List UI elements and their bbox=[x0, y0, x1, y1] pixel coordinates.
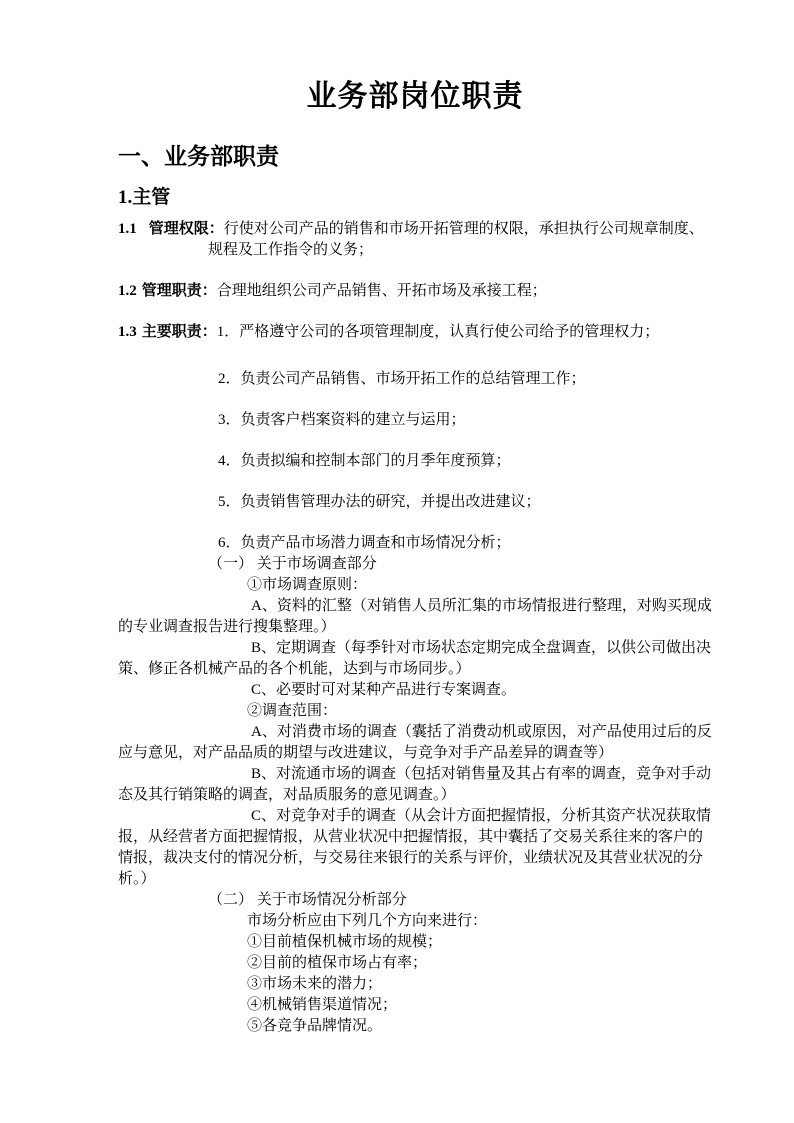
clause-1-3 bbox=[118, 322, 712, 343]
analysis-point-3: ③市场未来的潜力； bbox=[247, 976, 383, 992]
survey-section-heading: （一） 关于市场调查部分 bbox=[208, 556, 377, 572]
analysis-point-5: ⑤各竞争品牌情况。 bbox=[247, 1018, 383, 1034]
clause-1-2-text: 合理地组织公司产品销售、开拓市场及承接工程； bbox=[216, 283, 547, 299]
principle-item-a: A、资料的汇整（对销售人员所汇集的市场情报进行整理，对购买现成的专业调查报告进行搜集整理。） bbox=[118, 598, 712, 635]
duty-item-2: 2．负责公司产品销售、市场开拓工作的总结管理工作； bbox=[218, 371, 586, 387]
subsection-heading: 1.主管 bbox=[118, 187, 171, 208]
duty-item-3: 3．负责客户档案资料的建立与运用； bbox=[218, 412, 466, 428]
clause-1-1-number: 1.1 bbox=[118, 221, 137, 237]
clause-1-3-text: 1．严格遵守公司的各项管理制度，认真行使公司给予的管理权力； bbox=[216, 324, 660, 340]
survey-scope-heading: ②调查范围： bbox=[247, 703, 338, 719]
principle-item-c: C、必要时可对某种产品进行专案调查。 bbox=[251, 682, 517, 698]
scope-item-a: A、对消费市场的调查（囊括了消费动机或原因，对产品使用过后的反应与意见，对产品品质的期望与改进建议，与竞争对手产品差异的调查等） bbox=[118, 724, 712, 761]
duty-item-4: 4．负责拟编和控制本部门的月季年度预算； bbox=[218, 453, 511, 469]
analysis-point-1: ①目前植保机械市场的规模； bbox=[247, 934, 443, 950]
clause-1-2 bbox=[118, 281, 712, 302]
duty-item-5: 5．负责销售管理办法的研究，并提出改进建议； bbox=[218, 494, 541, 510]
clause-1-1-label: 管理权限： bbox=[148, 221, 224, 237]
duty-item-6: 6．负责产品市场潜力调查和市场情况分析； bbox=[218, 535, 511, 551]
document-title: 业务部岗位职责 bbox=[306, 80, 524, 113]
clause-1-1 bbox=[118, 219, 712, 261]
analysis-section-heading: （二） 关于市场情况分析部分 bbox=[208, 892, 407, 908]
clause-1-2-label: 管理职责： bbox=[141, 283, 217, 299]
clause-1-2-number: 1.2 bbox=[118, 283, 137, 299]
analysis-intro: 市场分析应由下列几个方向来进行： bbox=[247, 913, 488, 929]
clause-1-1-text: 行使对公司产品的销售和市场开拓管理的权限，承担执行公司规章制度、规程及工作指令的义务； bbox=[208, 221, 704, 258]
scope-item-b: B、对流通市场的调查（包括对销售量及其占有率的调查，竞争对手动态及其行销策略的调查，对品质服务的意见调查。） bbox=[118, 766, 712, 803]
section-heading: 一、业务部职责 bbox=[118, 144, 279, 169]
principle-item-b: B、定期调查（每季针对市场状态定期完成全盘调查，以供公司做出决策、修正各机械产品的各个机能，达到与市场同步。） bbox=[118, 640, 712, 677]
analysis-point-4: ④机械销售渠道情况； bbox=[247, 997, 398, 1013]
scope-item-c: C、对竞争对手的调查（从会计方面把握情报，分析其资产状况获取情报，从经营者方面把握情报，从营业状况中把握情报，其中囊括了交易关系往来的客户的情报，裁决支付的情况分析，与交易往来银行的关系与评价，业绩状况及其营业状况的分析。） bbox=[118, 808, 712, 887]
clause-1-3-label: 主要职责： bbox=[141, 324, 217, 340]
survey-principles-heading: ①市场调查原则： bbox=[247, 577, 368, 593]
analysis-point-2: ②目前的植保市场占有率； bbox=[247, 955, 428, 971]
clause-1-3-number: 1.3 bbox=[118, 324, 137, 340]
